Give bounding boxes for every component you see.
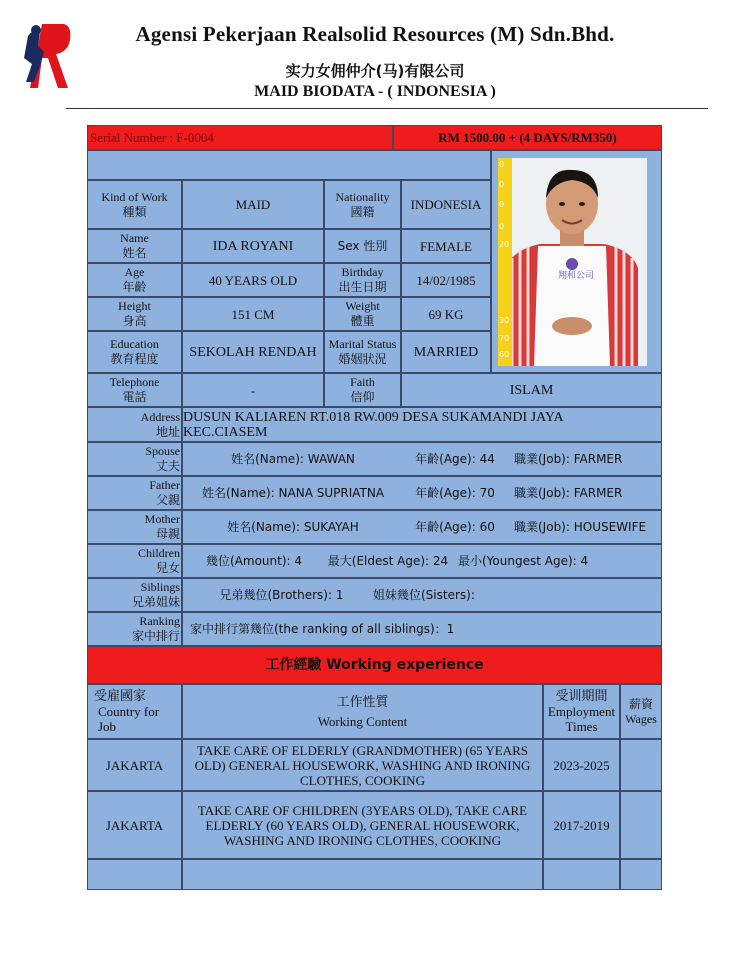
education-value: SEKOLAH RENDAH — [182, 331, 324, 373]
company-name: Agensi Pekerjaan Realsolid Resources (M) Sdn.Bhd. — [135, 22, 615, 46]
weight-value: 69 KG — [401, 297, 491, 331]
address-value: DUSUN KALIAREN RT.018 RW.009 DESA SUKAMANDI JAYA KEC.CIASEM — [182, 407, 662, 442]
work-row-2-time: 2017-2019 — [543, 791, 620, 859]
work-empty-time — [543, 859, 620, 890]
work-empty-content — [182, 859, 543, 890]
nationality-value: INDONESIA — [401, 180, 491, 229]
name-value: IDA ROYANI — [182, 229, 324, 263]
age-value: 40 YEARS OLD — [182, 263, 324, 297]
work-row-2-country: JAKARTA — [87, 791, 182, 859]
father-details — [182, 476, 662, 510]
age-label: Age 年齡 — [87, 263, 182, 297]
col-content-header: 工作性質 Working Content — [182, 684, 543, 739]
father-name: 姓名(Name): NANA SUPRIATNA — [201, 485, 385, 500]
height-ruler: 0 0 0 0 20 30 70 60 — [498, 158, 512, 366]
serial-number: Serial Number : F-0004 — [87, 125, 393, 150]
work-row-1-time: 2023-2025 — [543, 739, 620, 791]
faith-value: ISLAM — [401, 373, 662, 407]
working-experience-banner: 工作經驗 Working experience — [87, 646, 662, 684]
spouse-name: 姓名(Name): WAWAN — [231, 451, 355, 466]
ranking-value: 家中排行第幾位(the ranking of all siblings)：1 — [190, 621, 455, 636]
ranking-label: Ranking 家中排行 — [87, 612, 182, 646]
price: RM 1500.00 + (4 DAYS/RM350) — [393, 125, 662, 150]
kind-of-work-value: MAID — [182, 180, 324, 229]
work-row-1-wage — [620, 739, 662, 791]
work-row-2-content: TAKE CARE OF CHILDREN (3YEARS OLD), TAKE CARE ELDERLY (60 YEARS OLD), GENERAL HOUSEWORK, WASHING AND IRONING CLOTHES, COOKING — [182, 791, 543, 859]
children-amount: 幾位(Amount): 4 — [205, 553, 302, 568]
marital-status-label: Marital Status 婚姻狀況 — [324, 331, 401, 373]
spouse-label: Spouse 丈夫 — [87, 442, 182, 476]
marital-status-value: MARRIED — [401, 331, 491, 373]
faith-label: Faith 信仰 — [324, 373, 401, 407]
mother-label: Mother 母親 — [87, 510, 182, 544]
birthday-value: 14/02/1985 — [401, 263, 491, 297]
spouse-age: 年齡(Age): 44 — [415, 451, 495, 466]
nationality-label: Nationality 國籍 — [324, 180, 401, 229]
children-details — [182, 544, 662, 578]
biodata-sheet — [87, 125, 662, 890]
telephone-value: - — [182, 373, 324, 407]
work-row-1-content: TAKE CARE OF ELDERLY (GRANDMOTHER) (65 YEARS OLD) GENERAL HOUSEWORK, WASHING AND IRONING CLOTHES, COOKING — [182, 739, 543, 791]
education-label: Education 教育程度 — [87, 331, 182, 373]
children-youngest: 最小(Youngest Age): 4 — [458, 553, 589, 568]
mother-age: 年齡(Age): 60 — [415, 519, 495, 534]
siblings-details — [182, 578, 662, 612]
work-row-2-wage — [620, 791, 662, 859]
work-empty-wage — [620, 859, 662, 890]
birthday-label: Birthday 出生日期 — [324, 263, 401, 297]
spacer-row — [87, 150, 491, 180]
father-age: 年齡(Age): 70 — [415, 485, 495, 500]
company-name-chinese: 实力女佣仲介(马)有限公司 — [285, 62, 465, 80]
siblings-brothers: 兄弟幾位(Brothers): 1 — [219, 587, 344, 602]
mother-job: 職業(Job): HOUSEWIFE — [514, 519, 647, 534]
work-row-1-country: JAKARTA — [87, 739, 182, 791]
name-label: Name 姓名 — [87, 229, 182, 263]
sex-label: Sex 性別 — [324, 229, 401, 263]
address-label: Address 地址 — [87, 407, 182, 442]
mother-details — [182, 510, 662, 544]
ranking-details — [182, 612, 662, 646]
header-divider — [66, 108, 708, 109]
siblings-label: Siblings 兄弟姐妹 — [87, 578, 182, 612]
col-wage-header: 薪資 Wages — [620, 684, 662, 739]
height-label: Height 身高 — [87, 297, 182, 331]
father-label: Father 父親 — [87, 476, 182, 510]
telephone-label: Telephone 電話 — [87, 373, 182, 407]
apron-badge-text: 翔和公司 — [558, 271, 595, 281]
weight-label: Weight 體重 — [324, 297, 401, 331]
siblings-sisters: 姐妹幾位(Sisters): — [373, 587, 475, 602]
col-country-header: 受雇國家 Country for Job — [87, 684, 182, 739]
spouse-details — [182, 442, 662, 476]
children-eldest: 最大(Eldest Age): 24 — [327, 553, 449, 568]
father-job: 職業(Job): FARMER — [514, 485, 623, 500]
document-title: MAID BIODATA - ( INDONESIA ) — [254, 83, 496, 100]
kind-of-work-label: Kind of Work 種類 — [87, 180, 182, 229]
work-empty-country — [87, 859, 182, 890]
sex-value: FEMALE — [401, 229, 491, 263]
col-time-header: 受训期間 Employment Times — [543, 684, 620, 739]
children-label: Children 兒女 — [87, 544, 182, 578]
maid-photo — [498, 158, 647, 366]
mother-name: 姓名(Name): SUKAYAH — [227, 519, 359, 534]
spouse-job: 職業(Job): FARMER — [514, 451, 623, 466]
height-value: 151 CM — [182, 297, 324, 331]
